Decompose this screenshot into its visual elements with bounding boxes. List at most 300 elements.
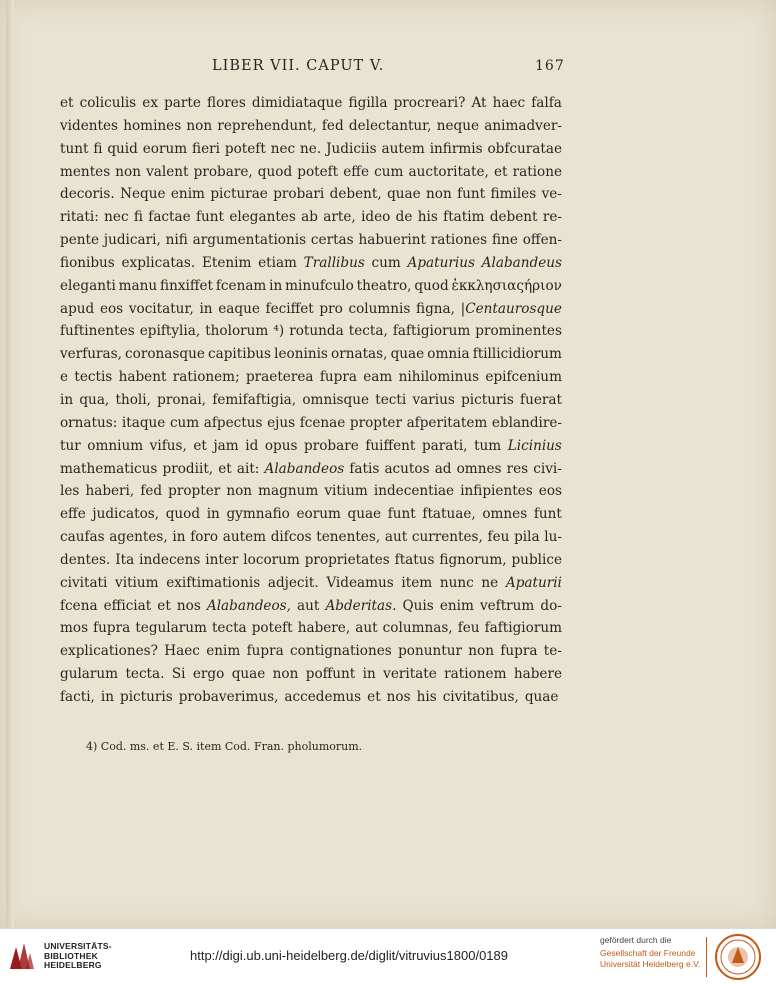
word: jam <box>213 437 239 454</box>
word: fine <box>492 232 518 249</box>
word: etiam <box>258 254 297 271</box>
footer-divider <box>706 937 707 977</box>
text-line <box>60 92 562 115</box>
word: auctoritate, <box>408 163 489 180</box>
word: funt <box>457 186 486 203</box>
word: fatis <box>349 460 380 477</box>
word: poteft <box>224 140 266 157</box>
word: dimidiataque <box>251 95 343 111</box>
word: funt <box>387 506 416 523</box>
word: civitatibus, <box>442 688 519 705</box>
word: coronasque <box>125 346 205 363</box>
word: delectantur, <box>348 117 432 134</box>
word: ponuntur <box>398 643 462 660</box>
word: omnes <box>456 460 502 477</box>
word: judicatos, <box>92 506 160 523</box>
word: At <box>471 95 487 111</box>
word: eos <box>538 483 562 500</box>
word: in <box>60 391 74 408</box>
word: ⁴) <box>273 323 285 340</box>
word: propter <box>168 483 221 500</box>
text-line <box>60 320 562 343</box>
word: certas <box>310 232 354 249</box>
page-number: 167 <box>535 58 565 74</box>
word: vocitatur, <box>128 300 194 317</box>
word: tur <box>60 437 81 454</box>
word: ejus <box>267 414 296 431</box>
word: et <box>367 688 381 705</box>
word: eam <box>363 369 393 386</box>
word: ftillicidiorum <box>472 346 562 363</box>
text-line <box>60 663 562 686</box>
word: tholi, <box>115 391 151 408</box>
word: tecta, <box>348 323 388 340</box>
word: ergo <box>192 666 225 683</box>
word: procreari? <box>393 95 466 111</box>
word: cum <box>374 163 404 180</box>
word: nifi <box>165 232 188 249</box>
word: ftatim <box>443 209 485 226</box>
word: publice <box>511 551 562 568</box>
word: te- <box>543 643 562 660</box>
word: his <box>416 688 437 705</box>
word: mentes <box>60 163 111 180</box>
sponsor-name-line: Gesellschaft der Freunde <box>600 948 696 958</box>
sponsor-name[interactable] <box>600 948 700 970</box>
word: fupra <box>93 620 131 637</box>
viewer-footer <box>0 928 776 984</box>
word: cum <box>371 254 401 271</box>
word: aut <box>297 597 320 614</box>
word: veftrum <box>479 597 535 614</box>
text-line <box>60 686 562 709</box>
library-name-line: HEIDELBERG <box>44 960 102 970</box>
word: caufas <box>60 529 105 546</box>
word: quod <box>257 163 293 180</box>
word: fignorum, <box>439 551 507 568</box>
word: quae <box>524 688 559 705</box>
word: vitium <box>115 574 159 591</box>
text-line <box>60 343 562 366</box>
word: capitibus <box>208 346 272 363</box>
word: omnia <box>427 346 470 363</box>
text-line <box>60 526 562 549</box>
word: picturae <box>210 186 268 203</box>
word: in <box>100 688 114 705</box>
word: omnium <box>87 437 144 454</box>
word: eorum <box>296 506 341 523</box>
word: in <box>199 300 213 317</box>
word: fcenam <box>215 277 267 294</box>
word: ab <box>301 209 318 226</box>
page-edge-shadow <box>6 0 14 928</box>
word: fupra <box>319 369 357 386</box>
word: contignationes <box>290 643 392 660</box>
word: foro <box>190 529 219 546</box>
text-line <box>60 617 562 640</box>
word: tenentes, <box>316 529 381 546</box>
word: faftigiorum <box>484 620 562 637</box>
text-line <box>60 275 562 298</box>
word: ne. <box>300 140 322 157</box>
word: poteft <box>251 620 293 637</box>
word: itaque <box>121 414 166 431</box>
word: columnas, <box>382 620 453 637</box>
word: arte, <box>323 209 356 226</box>
word: id <box>245 437 259 454</box>
library-name-line: BIBLIOTHEK <box>44 950 98 961</box>
word: rotunda <box>289 323 344 340</box>
word: debent <box>489 209 538 226</box>
university-seal-icon[interactable] <box>714 933 762 981</box>
word: picturis <box>461 391 514 408</box>
word: Alabandeos, <box>206 597 291 614</box>
word: e <box>60 369 69 386</box>
library-name[interactable] <box>44 942 112 971</box>
word: columnis <box>348 300 411 317</box>
word: in <box>172 529 186 546</box>
running-header <box>0 56 776 80</box>
word: opus <box>264 437 298 454</box>
word: Trallibus <box>303 254 365 271</box>
word: effe <box>60 506 86 523</box>
word: enim <box>439 597 474 614</box>
word: civi- <box>533 460 562 477</box>
word: afpectus <box>203 414 263 431</box>
word: mathematicus <box>60 460 158 477</box>
word: eleganti <box>60 277 116 294</box>
word: locorum <box>243 551 300 568</box>
word: theatro, <box>356 277 412 294</box>
word: animadver- <box>484 117 562 134</box>
word: rationes <box>430 232 488 249</box>
word: re- <box>542 209 562 226</box>
word: propter <box>349 414 402 431</box>
word: in <box>206 506 220 523</box>
word: vifus, <box>149 437 187 454</box>
word: exiftimationis <box>166 574 261 591</box>
word: femifaftigia, <box>212 391 297 408</box>
word: de <box>395 209 413 226</box>
word: ratione <box>512 163 562 180</box>
word: feu <box>457 620 480 637</box>
word: offen- <box>522 232 562 249</box>
word: non <box>186 117 213 134</box>
word: in <box>362 666 376 683</box>
word: Videamus <box>326 574 394 591</box>
word: fupra <box>500 643 538 660</box>
word: finxiffet <box>160 277 214 294</box>
word: in <box>269 277 283 294</box>
word: probare, <box>193 163 253 180</box>
word: inter <box>205 551 239 568</box>
word: ritati: <box>60 209 99 226</box>
word: feu <box>487 529 510 546</box>
word: ne <box>481 574 499 591</box>
word: figna, <box>416 300 455 317</box>
word: et <box>193 437 207 454</box>
word: haberi, <box>85 483 135 500</box>
library-logo-icon[interactable] <box>8 941 36 971</box>
word: fcena <box>60 597 98 614</box>
word: nec <box>104 209 129 226</box>
text-line <box>60 480 562 503</box>
text-line <box>60 229 562 252</box>
word: decoris. <box>60 186 115 203</box>
word: explicatas. <box>121 254 196 271</box>
word: verfuras, <box>60 346 122 363</box>
text-line <box>60 595 562 618</box>
word: nos <box>386 688 411 705</box>
word: fupra <box>246 643 284 660</box>
word: fieri <box>192 140 220 157</box>
word: quod <box>414 277 449 294</box>
word: cum <box>169 414 200 431</box>
word: habere <box>513 666 562 683</box>
word: coliculis <box>79 95 137 111</box>
word: vitium <box>324 483 368 500</box>
word: poteft <box>297 163 339 180</box>
word: qua, <box>79 391 110 408</box>
word: obfcuratae <box>487 140 562 157</box>
text-line <box>60 389 562 412</box>
word: tegularum <box>135 620 207 637</box>
word: magnum <box>258 483 319 500</box>
word: quid <box>107 140 138 157</box>
word: epiftylia, <box>139 323 201 340</box>
word: Apaturius <box>407 254 475 271</box>
word: eos <box>99 300 124 317</box>
word: fi <box>93 140 103 157</box>
word: Etenim <box>201 254 252 271</box>
word: funt <box>533 506 562 523</box>
word: Licinius <box>507 437 562 454</box>
word: fuiffent <box>365 437 416 454</box>
word: quae <box>231 666 266 683</box>
word: et <box>218 460 232 477</box>
word: civitati <box>60 574 108 591</box>
word: ornatus: <box>60 414 118 431</box>
word: debent, <box>329 186 382 203</box>
text-line <box>60 412 562 435</box>
sponsor-name-line: Universität Heidelberg e.V. <box>600 959 701 969</box>
text-line <box>60 298 562 321</box>
word: et <box>157 597 171 614</box>
permalink-url[interactable]: http://digi.ub.uni-heidelberg.de/diglit/vitruvius1800/0189 <box>190 948 508 963</box>
word: fcenae <box>299 414 346 431</box>
word: tecta <box>211 620 247 637</box>
word: afperitatem <box>406 414 488 431</box>
word: fuftinentes <box>60 323 135 340</box>
word: agentes, <box>109 529 168 546</box>
word: autem <box>381 140 425 157</box>
word: Neque <box>120 186 166 203</box>
word: picturis <box>120 688 173 705</box>
word: fed <box>140 483 163 500</box>
word: haec <box>492 95 526 111</box>
word: et <box>493 163 508 180</box>
sponsor-label: gefördert durch die <box>600 935 672 945</box>
word: probari <box>273 186 325 203</box>
text-line <box>60 572 562 595</box>
word: eorum <box>142 140 188 157</box>
word: tum <box>474 437 502 454</box>
text-line <box>60 549 562 572</box>
word: nihilominus <box>398 369 480 386</box>
word: acutos <box>384 460 430 477</box>
word: non <box>272 666 299 683</box>
word: habent <box>118 369 167 386</box>
word: homines <box>123 117 182 134</box>
library-name-line: UNIVERSITÄTS- <box>44 941 112 951</box>
word: Alabandeos <box>264 460 345 477</box>
word: aut <box>384 529 408 546</box>
word: fed <box>321 117 344 134</box>
word: eaque <box>218 300 260 317</box>
word: ftatuae, <box>422 506 476 523</box>
word: fionibus <box>60 254 115 271</box>
word: ideo <box>361 209 391 226</box>
word: et <box>60 95 74 111</box>
word: autem <box>222 529 267 546</box>
word: accedemus <box>284 688 362 705</box>
word: epifcenium <box>485 369 562 386</box>
word: indecentiae <box>373 483 455 500</box>
text-line <box>60 503 562 526</box>
word: gymnafio <box>226 506 290 523</box>
word: non <box>115 163 141 180</box>
word: apud <box>60 300 95 317</box>
word: non <box>426 186 452 203</box>
word: proprietates <box>304 551 390 568</box>
word: neque <box>436 117 480 134</box>
word: Judiciis <box>326 140 377 157</box>
word: minufculo <box>285 277 354 294</box>
word: difcos <box>270 529 312 546</box>
word: aut <box>355 620 378 637</box>
word: effe <box>343 163 369 180</box>
body-text <box>60 92 562 709</box>
word: praeterea <box>245 369 314 386</box>
word: enim <box>170 186 205 203</box>
word: omnisque <box>302 391 370 408</box>
word: probaverimus, <box>178 688 279 705</box>
word: valent <box>146 163 189 180</box>
word: rationem <box>444 666 507 683</box>
word: ftatus <box>394 551 435 568</box>
word: les <box>60 483 80 500</box>
word: nec <box>270 140 296 157</box>
word: |Centaurosque <box>460 300 562 317</box>
word: efficiat <box>103 597 152 614</box>
text-line <box>60 458 562 481</box>
word: eblandire- <box>491 414 562 431</box>
word: gularum <box>60 666 119 683</box>
word: non <box>226 483 253 500</box>
word: Apaturii <box>505 574 562 591</box>
word: tecta. <box>125 666 165 683</box>
word: ad <box>434 460 452 477</box>
word: fuerat <box>520 391 562 408</box>
word: indecens <box>139 551 201 568</box>
word: tunt <box>60 140 89 157</box>
word: omnes <box>482 506 528 523</box>
word: rationem; <box>172 369 240 386</box>
word: poffunt <box>305 666 356 683</box>
word: item <box>401 574 433 591</box>
word: habuerint <box>358 232 426 249</box>
word: faftigiorum <box>392 323 471 340</box>
word: nunc <box>439 574 474 591</box>
word: flores <box>207 95 246 111</box>
word: pronai, <box>157 391 207 408</box>
word: varius <box>412 391 455 408</box>
word: Si <box>171 666 186 683</box>
word: quae <box>347 506 382 523</box>
word: pila <box>514 529 540 546</box>
word: dentes. <box>60 551 111 568</box>
word: reprehendunt, <box>217 117 317 134</box>
word: adjecit. <box>267 574 319 591</box>
word: Quis <box>402 597 434 614</box>
text-line <box>60 183 562 206</box>
word: pro <box>319 300 343 317</box>
word: infipientes <box>460 483 533 500</box>
word: quod <box>165 506 201 523</box>
word: do- <box>540 597 562 614</box>
word: nos <box>176 597 201 614</box>
word: ex <box>142 95 158 111</box>
word: habere, <box>297 620 351 637</box>
text-line <box>60 252 562 275</box>
word: Abderitas. <box>325 597 397 614</box>
word: Alabandeus <box>481 254 562 271</box>
word: funt <box>196 209 225 226</box>
text-line <box>60 138 562 161</box>
word: argumentationis <box>192 232 307 249</box>
word: fimiles <box>490 186 537 203</box>
text-line <box>60 206 562 229</box>
word: feciffet <box>265 300 314 317</box>
word: videntes <box>60 117 119 134</box>
word: leoninis <box>274 346 328 363</box>
word: ornatas, <box>331 346 388 363</box>
word: tectis <box>74 369 113 386</box>
text-line <box>60 640 562 663</box>
word: mos <box>60 620 89 637</box>
word: Haec <box>164 643 200 660</box>
word: quae <box>390 346 425 363</box>
chapter-title: LIBER VII. CAPUT V. <box>212 58 385 74</box>
word: fi <box>133 209 143 226</box>
text-line <box>60 115 562 138</box>
word: figilla <box>348 95 388 111</box>
word: veritate <box>383 666 437 683</box>
text-line <box>60 435 562 458</box>
word: lu- <box>544 529 562 546</box>
word: falfa <box>531 95 562 111</box>
word: facti, <box>60 688 95 705</box>
word: currentes, <box>411 529 483 546</box>
text-line <box>60 366 562 389</box>
word: tholorum <box>205 323 269 340</box>
word: tecti <box>375 391 407 408</box>
word: explicationes? <box>60 643 158 660</box>
word: prominentes <box>475 323 562 340</box>
word: enim <box>206 643 241 660</box>
word: parati, <box>421 437 468 454</box>
word: his <box>417 209 438 226</box>
